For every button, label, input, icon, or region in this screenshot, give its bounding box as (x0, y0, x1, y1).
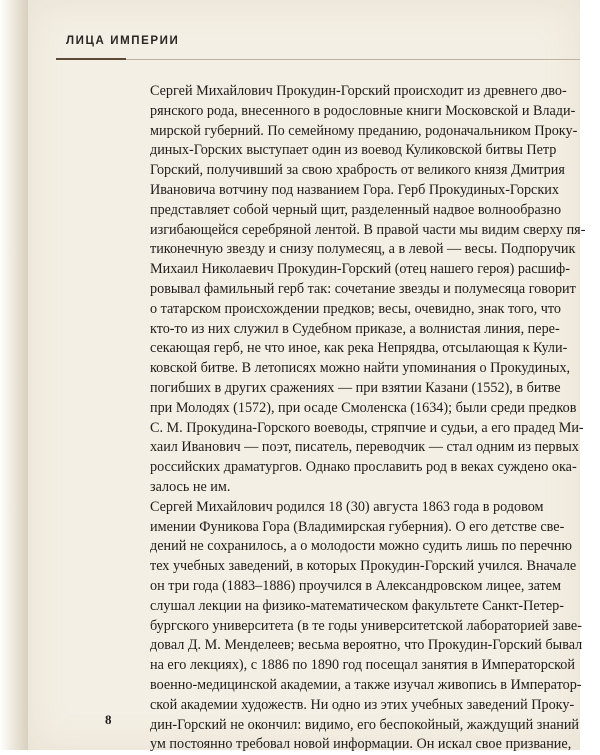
text-line: залось не им. (150, 478, 231, 495)
text-line: при Молодях (1572), при осаде Смоленска (1634); были среди предков (150, 399, 577, 416)
text-line: довал Д. М. Менделеев; весьма вероятно, что Прокудин-Горский бывал (150, 637, 583, 654)
body-text (118, 82, 586, 755)
running-head: ЛИЦА ИМПЕРИИ (66, 35, 180, 47)
text-line: тиконечную звезду и снизу полумесяц, а в левой — весы. Подпоручик (150, 241, 576, 258)
text-line: С. М. Прокудина-Горского воеводы, стряпчие и судьи, а его прадед Ми- (150, 419, 584, 436)
book-spine-shadow (0, 0, 28, 750)
text-line: секающая герб, не что иное, как река Непрядва, отсылающая к Кули- (150, 340, 568, 357)
text-line: бургского университета (в те годы университетской лабораторией заве- (150, 617, 582, 634)
text-line: погибших в других сражениях — при взятии Казани (1552), в битве (150, 379, 561, 396)
running-head-rule (56, 58, 126, 60)
text-line: о татарском происхождении предков; весы, очевидно, знак того, что (150, 300, 561, 317)
text-line: он три года (1883–1886) проучился в Александровском лицее, затем (150, 577, 561, 594)
text-line: ской академии художеств. Ни одно из этих учебных заведений Проку- (150, 696, 575, 713)
paragraph-2 (118, 498, 583, 755)
text-line: слушал лекции на физико-математическом факультете Санкт-Петер- (150, 597, 565, 614)
text-line: имении Фуникова Гора (Владимирская губерния). О его детстве све- (150, 518, 565, 535)
text-line: мирской губерний. По семейному преданию, родоначальником Проку- (150, 122, 578, 139)
text-line: тех учебных заведений, в которых Прокудин-Горский учился. Вначале (150, 558, 577, 575)
text-line: на его лекциях), с 1886 по 1890 год посещал занятия в Императорской (150, 657, 575, 674)
text-line: представляет собой черный щит, разделенный надвое волнообразно (150, 201, 562, 218)
text-line: ровывал фамильный герб так: сочетание звезды и полумесяца говорит (150, 280, 576, 297)
running-head-thin-rule (126, 59, 580, 60)
text-line: диных-Горских выступает один из воевод Куликовской битвы Петр (150, 142, 557, 159)
text-line: дений не сохранилось, а о молодости можно судить лишь по перечню (150, 538, 573, 555)
text-line: Ивановича вотчину под названием Гора. Герб Прокудиных-Горских (150, 181, 559, 198)
book-page (28, 0, 586, 753)
page-number: 8 (105, 712, 112, 727)
text-line: ум постоянно требовал новой информации. Он искал свое призвание, (150, 736, 572, 753)
text-line: Сергей Михайлович родился 18 (30) августа 1863 года в родовом (150, 498, 544, 515)
text-line: хаил Иванович — поэт, писатель, переводчик — стал одним из первых (150, 439, 579, 456)
text-line: рянского рода, внесенного в родословные книги Московской и Влади- (150, 102, 576, 119)
text-line: военно-медицинской академии, а также изучал живопись в Император- (150, 676, 582, 693)
paragraph-1 (118, 82, 586, 498)
text-line: Михаил Николаевич Прокудин-Горский (отец нашего героя) расшиф- (150, 261, 570, 278)
text-line: кто-то из них служил в Судебном приказе, а волнистая линия, пере- (150, 320, 560, 337)
text-line: изгибающейся серебряной лентой. В правой части мы видим сверху пя- (150, 221, 586, 238)
text-line: Сергей Михайлович Прокудин-Горский происходит из древнего дво- (150, 83, 567, 99)
text-line: дин-Горский не окончил: видимо, его беспокойный, жаждущий знаний (150, 716, 580, 733)
text-line: российских драматургов. Однако прославить род в веках суждено ока- (150, 459, 577, 476)
text-line: ковской битве. В летописях можно найти упоминания о Прокудиных, (150, 360, 571, 377)
text-line: Горский, получивший за свою храбрость от великого князя Дмитрия (150, 162, 565, 179)
